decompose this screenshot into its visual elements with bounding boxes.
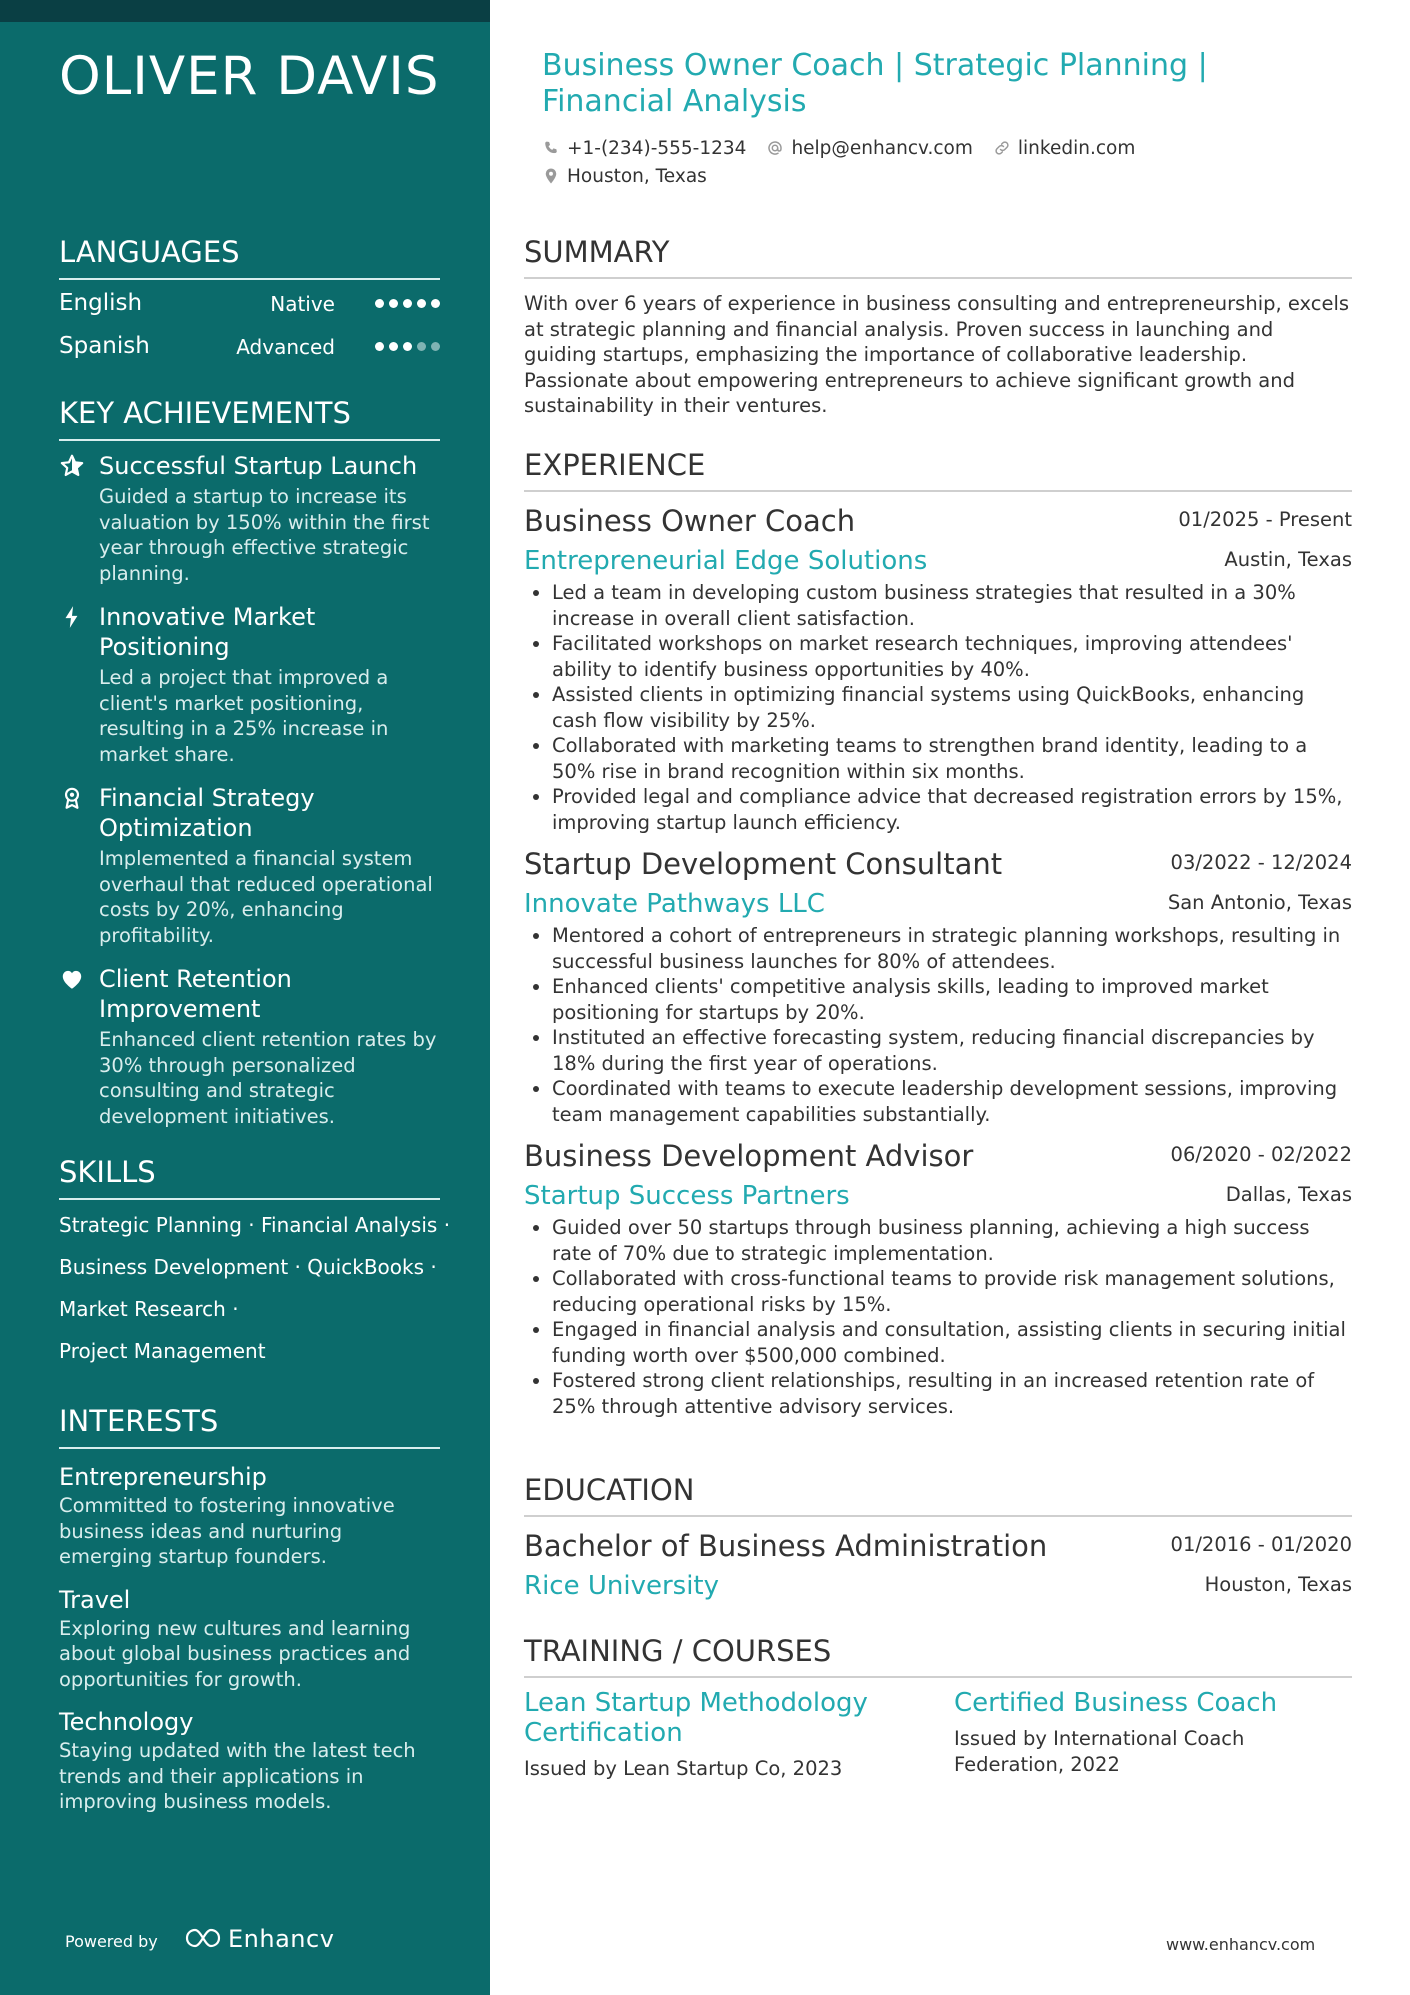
achievement-title: Financial Strategy Optimization — [99, 784, 315, 842]
job-bullets — [524, 923, 1352, 1127]
course-issuer: Issued by International Coach Federation, 2022 — [954, 1727, 1245, 1776]
job-dates: 03/2022 - 12/2024 — [1170, 851, 1352, 874]
course-title: Certified Business Coach — [954, 1688, 1278, 1718]
enhancv-logo-icon — [184, 1924, 222, 1952]
language-level: Native — [270, 292, 335, 316]
at-icon — [766, 139, 784, 157]
interest-item — [59, 1461, 440, 1570]
footer-website[interactable]: www.enhancv.com — [1166, 1935, 1316, 1954]
job-title: Business Development Advisor — [524, 1139, 974, 1173]
skill-line: Market Research · — [59, 1297, 239, 1321]
summary-section — [524, 235, 1352, 419]
job-bullet: • Enhanced clients' competitive analysis skills, leading to improved market positioning for startups by 20%. — [552, 974, 1352, 1025]
rating-dot — [375, 299, 384, 308]
sidebar — [0, 0, 490, 1995]
achievement-item — [59, 602, 440, 767]
language-name: Spanish — [59, 333, 150, 359]
language-item — [59, 290, 440, 333]
interests-heading: INTERESTS — [59, 1404, 440, 1449]
candidate-name: OLIVER DAVIS — [59, 46, 440, 107]
interest-description: Staying updated with the latest tech trends and their applications in improving business models. — [59, 1739, 416, 1813]
location-text: Houston, Texas — [567, 165, 707, 187]
interest-title: Technology — [59, 1708, 194, 1736]
interest-description: Exploring new cultures and learning about global business practices and opportunities for growth. — [59, 1616, 411, 1691]
lightning-icon — [59, 604, 85, 630]
skills-list — [59, 1204, 451, 1372]
training-section — [524, 1634, 1352, 1782]
rating-dot — [389, 299, 398, 308]
star-icon — [59, 453, 85, 479]
achievement-description: Implemented a financial system overhaul that reduced operational costs by 20%, enhancing profitability. — [99, 847, 433, 947]
award-icon — [59, 785, 85, 811]
interest-title: Travel — [59, 1585, 131, 1614]
skill-line: Business Development · QuickBooks · — [59, 1255, 437, 1279]
language-level: Advanced — [236, 335, 335, 359]
job-company: Entrepreneurial Edge Solutions — [524, 546, 928, 576]
job-entry — [524, 504, 1352, 835]
phone-icon — [542, 139, 560, 157]
course-title: Lean Startup Methodology Certification — [524, 1688, 868, 1748]
achievement-item — [59, 964, 440, 1129]
course-issuer: Issued by Lean Startup Co, 2023 — [524, 1757, 843, 1780]
rating-dot — [431, 299, 440, 308]
job-company: Innovate Pathways LLC — [524, 889, 825, 919]
rating-dot — [431, 342, 440, 351]
enhancv-brand: Enhancv — [228, 1925, 335, 1953]
language-name: English — [59, 290, 143, 316]
job-bullet: • Collaborated with cross-functional teams to provide risk management solutions, reducing operational risks by 15%. — [552, 1266, 1352, 1317]
sidebar-content — [59, 235, 451, 1829]
job-bullet: • Instituted an effective forecasting system, reducing financial discrepancies by 18% during the first year of operations. — [552, 1025, 1352, 1076]
job-bullet: • Collaborated with marketing teams to strengthen brand identity, leading to a 50% rise in brand recognition within six months. — [552, 733, 1352, 784]
achievement-item — [59, 783, 440, 948]
training-heading: TRAINING / COURSES — [524, 1634, 1352, 1678]
experience-section — [524, 448, 1352, 1431]
job-bullet: • Engaged in financial analysis and consultation, assisting clients in securing initial funding worth over $500,000 combined. — [552, 1317, 1352, 1368]
job-title: Business Owner Coach — [524, 504, 856, 538]
interest-description: Committed to fostering innovative business ideas and nurturing emerging startup founders. — [59, 1494, 395, 1568]
job-bullet: • Provided legal and compliance advice that decreased registration errors by 15%, improving startup launch efficiency. — [552, 784, 1352, 835]
degree-title: Bachelor of Business Administration — [524, 1529, 1048, 1563]
job-title: Startup Development Consultant — [524, 847, 1003, 881]
rating-dot — [389, 342, 398, 351]
rating-dot — [403, 342, 412, 351]
job-entry — [524, 847, 1352, 1127]
job-bullet: • Guided over 50 startups through business planning, achieving a high success rate of 70% due to strategic implementation. — [552, 1215, 1352, 1266]
skill-line: Strategic Planning · Financial Analysis · — [59, 1213, 451, 1237]
achievement-description: Enhanced client retention rates by 30% through personalized consulting and strategic development initiatives. — [99, 1028, 437, 1128]
school-name: Rice University — [524, 1571, 719, 1601]
achievement-description: Led a project that improved a client's market positioning, resulting in a 25% increase in market share. — [99, 666, 389, 766]
linkedin-contact[interactable] — [993, 138, 1135, 159]
interest-item — [59, 1706, 440, 1815]
achievement-title: Client Retention Improvement — [99, 965, 292, 1023]
language-rating — [375, 342, 440, 351]
location-contact — [542, 166, 707, 187]
job-bullet: • Facilitated workshops on market research techniques, improving attendees' ability to identify business opportunities by 40%. — [552, 631, 1352, 682]
job-bullet: • Coordinated with teams to execute leadership development sessions, improving team management capabilities substantially. — [552, 1076, 1352, 1127]
achievement-title: Successful Startup Launch — [99, 452, 418, 480]
heart-icon — [59, 966, 85, 992]
phone-number: +1-(234)-555-1234 — [567, 137, 747, 159]
language-item — [59, 333, 440, 376]
job-location: Dallas, Texas — [1225, 1183, 1352, 1206]
job-entry — [524, 1139, 1352, 1419]
phone-contact — [542, 138, 746, 159]
job-bullet: • Assisted clients in optimizing financial systems using QuickBooks, enhancing cash flow visibility by 25%. — [552, 682, 1352, 733]
summary-text: With over 6 years of experience in business consulting and entrepreneurship, excels at strategic planning and financial analysis. Proven success in launching and guiding startups, emphasizing the importance of collaborative leadership. Passionate about empowering entrepreneurs to achieve significant growth and sustainability in their ventures. — [524, 292, 1350, 417]
email-contact[interactable] — [766, 138, 972, 159]
job-bullet: • Mentored a cohort of entrepreneurs in strategic planning workshops, resulting in successful business launches for 80% of attendees. — [552, 923, 1352, 974]
rating-dot — [375, 342, 384, 351]
skills-heading: SKILLS — [59, 1155, 440, 1200]
job-bullets — [524, 1215, 1352, 1419]
skill-line: Project Management — [59, 1339, 266, 1363]
experience-heading: EXPERIENCE — [524, 448, 1352, 492]
course-item — [524, 1688, 954, 1782]
job-company: Startup Success Partners — [524, 1181, 850, 1211]
rating-dot — [417, 342, 426, 351]
achievement-item — [59, 451, 440, 586]
linkedin-url: linkedin.com — [1017, 137, 1136, 159]
job-location: San Antonio, Texas — [1167, 891, 1352, 914]
job-bullet: • Led a team in developing custom business strategies that resulted in a 30% increase in overall client satisfaction. — [552, 580, 1352, 631]
job-dates: 06/2020 - 02/2022 — [1170, 1143, 1352, 1166]
language-rating — [375, 299, 440, 308]
achievement-description: Guided a startup to increase its valuation by 150% within the first year through effective strategic planning. — [99, 485, 430, 585]
education-dates: 01/2016 - 01/2020 — [1170, 1533, 1352, 1556]
job-location: Austin, Texas — [1224, 548, 1352, 571]
summary-heading: SUMMARY — [524, 235, 1352, 279]
interest-title: Entrepreneurship — [59, 1463, 267, 1491]
contact-info — [542, 134, 1342, 190]
languages-heading: LANGUAGES — [59, 235, 440, 280]
powered-by-label: Powered by — [65, 1932, 158, 1951]
location-pin-icon — [542, 167, 560, 185]
achievement-title: Innovative Market Positioning — [99, 603, 316, 661]
job-dates: 01/2025 - Present — [1178, 508, 1352, 531]
education-heading: EDUCATION — [524, 1473, 1352, 1517]
school-location: Houston, Texas — [1204, 1573, 1352, 1596]
rating-dot — [417, 299, 426, 308]
achievements-heading: KEY ACHIEVEMENTS — [59, 396, 440, 441]
headline: Business Owner Coach | Strategic Planning | Financial Analysis — [542, 48, 1208, 119]
job-bullet: • Fostered strong client relationships, resulting in an increased retention rate of 25% through attentive advisory services. — [552, 1368, 1352, 1419]
interest-item — [59, 1584, 440, 1693]
email-address: help@enhancv.com — [791, 137, 973, 159]
course-item — [954, 1688, 1352, 1782]
rating-dot — [403, 299, 412, 308]
sidebar-top-bar — [0, 0, 490, 22]
education-section — [524, 1473, 1352, 1605]
link-icon — [993, 139, 1011, 157]
job-bullets — [524, 580, 1352, 835]
